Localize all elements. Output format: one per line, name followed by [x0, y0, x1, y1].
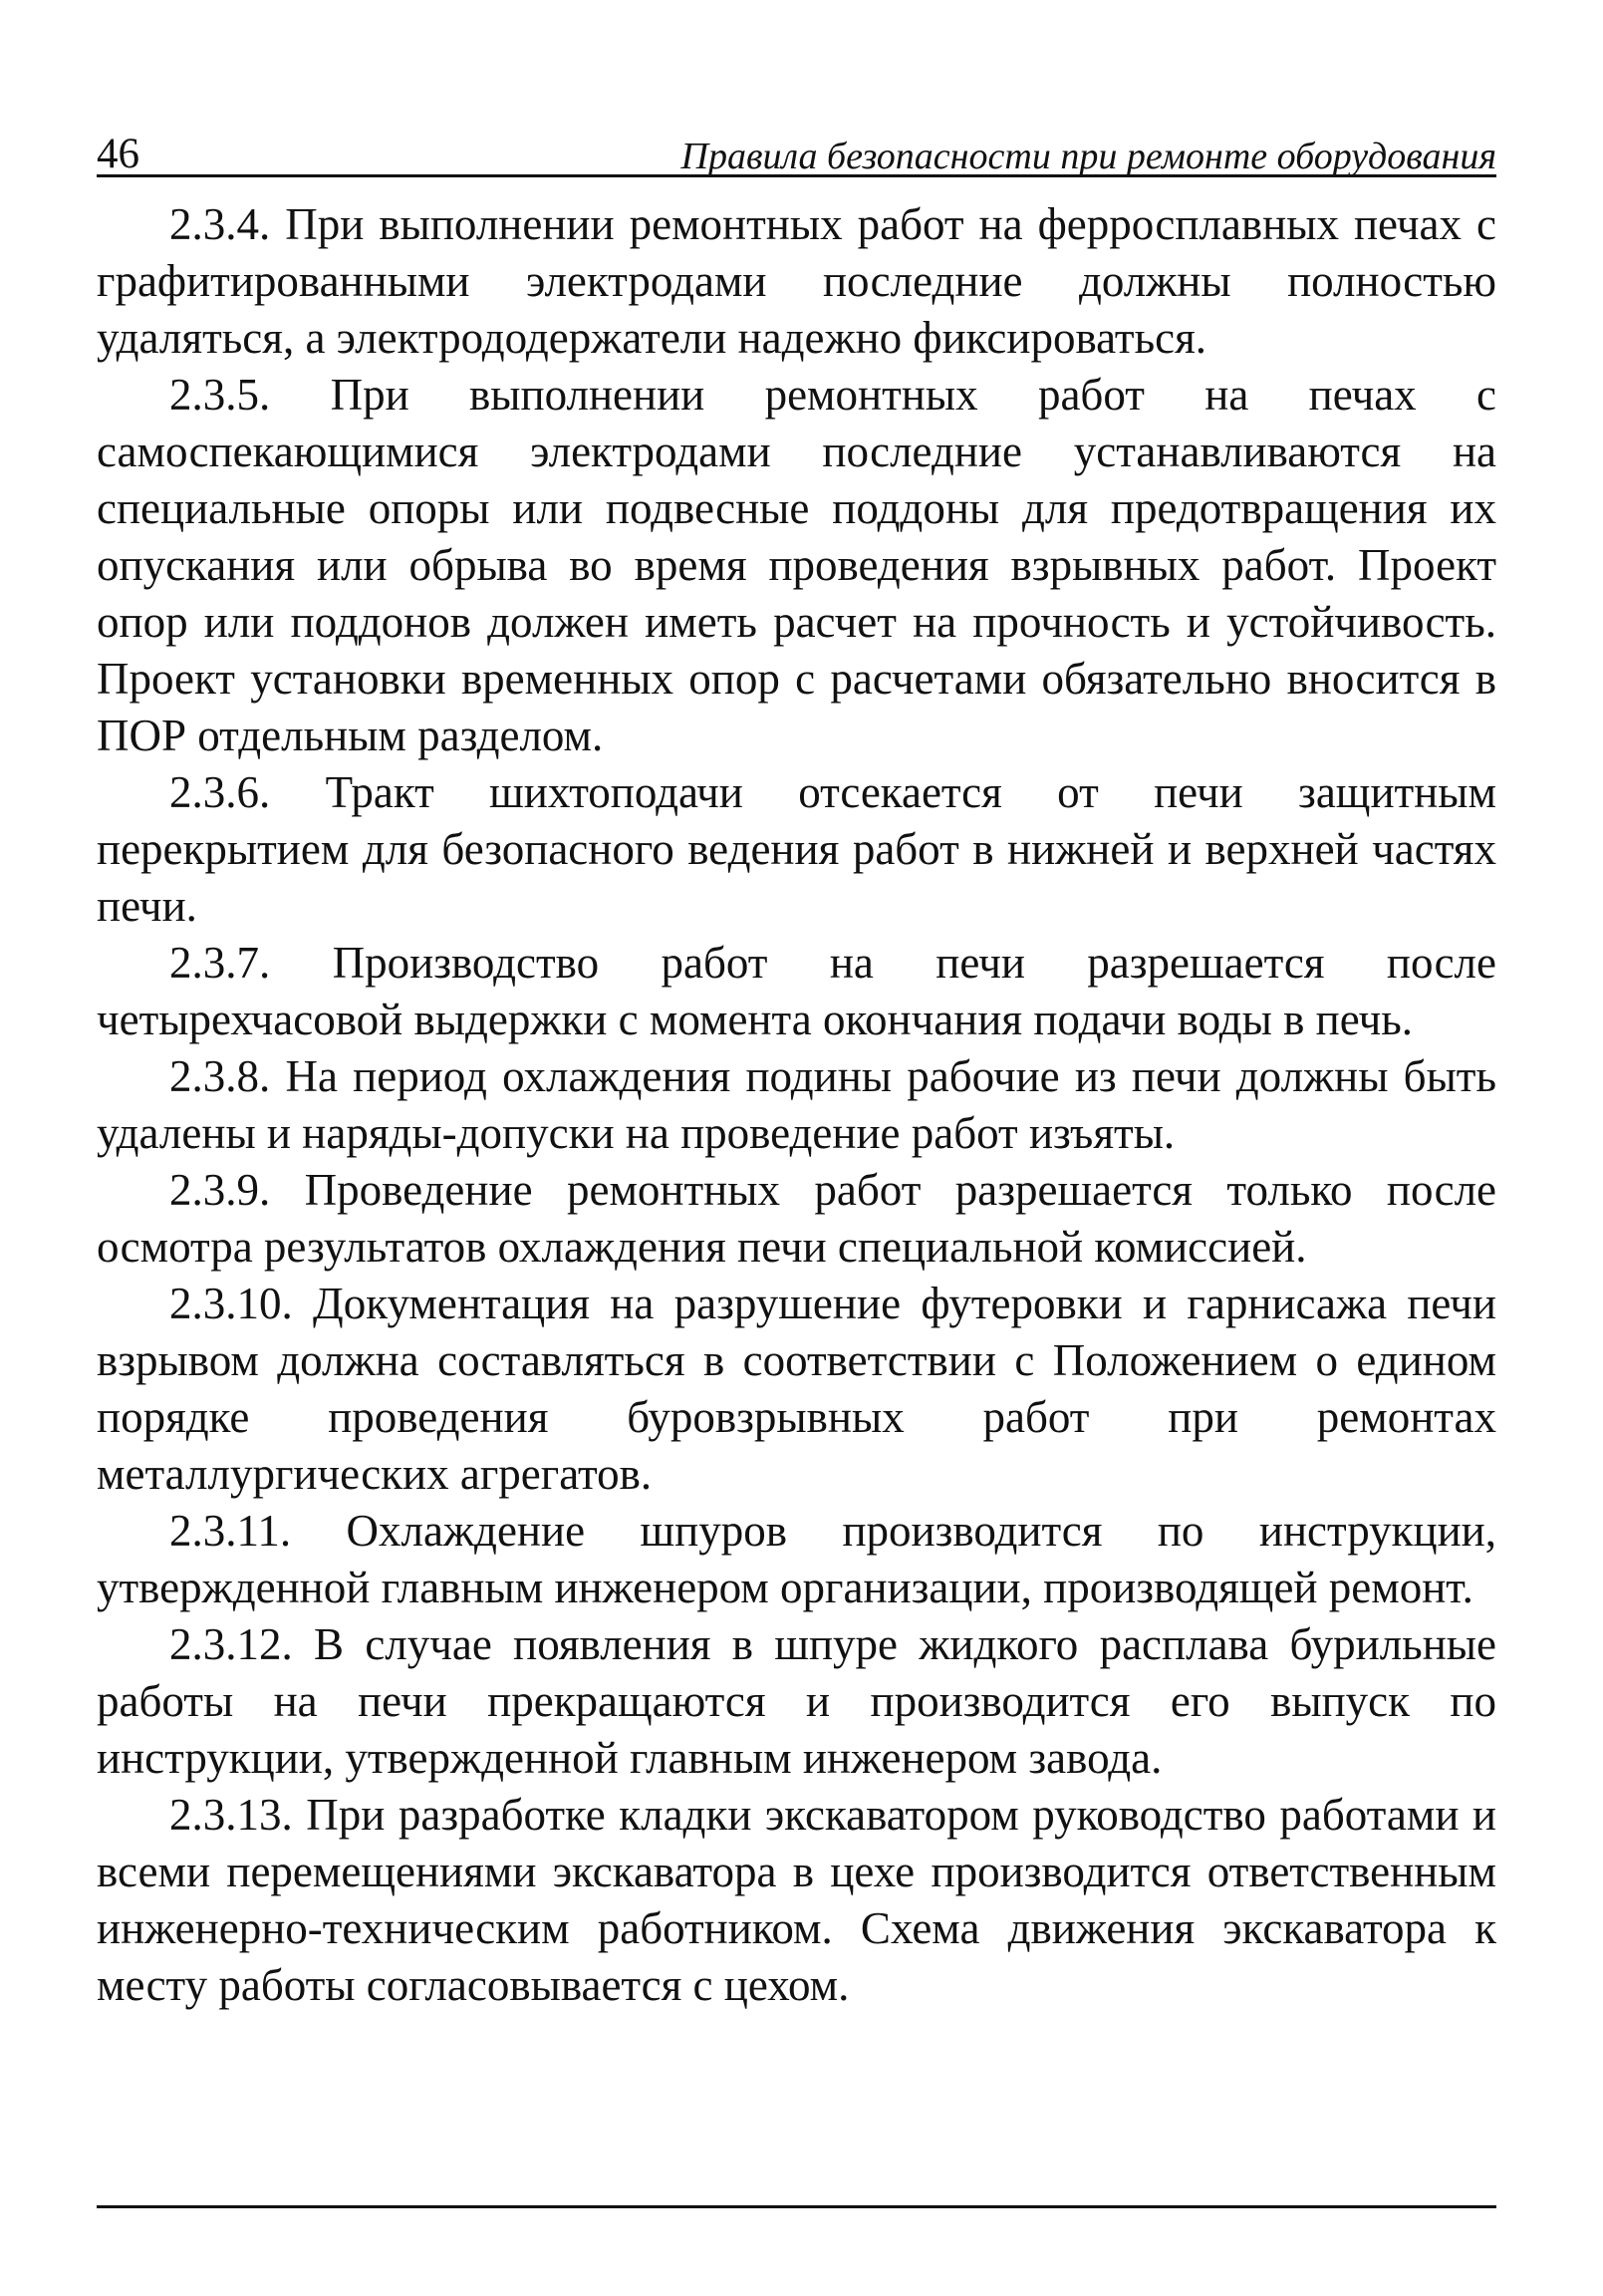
- running-title: Правила безопасности при ремонте оборудования: [680, 136, 1496, 177]
- paragraph-2-3-13: 2.3.13. При разработке кладки экскаватором руководство работами и всеми перемещениями экскаватора в цехе производится ответственным инженерно-техническим работником. Схема движения экскаватора к месту работы согласовывается с цехом.: [97, 1790, 1496, 2010]
- paragraph-2-3-12: 2.3.12. В случае появления в шпуре жидкого расплава бурильные работы на печи прекращаются и производится его выпуск по инструкции, утвержденной главным инженером завода.: [97, 1619, 1496, 1783]
- header-divider: [97, 174, 1496, 177]
- paragraph-2-3-8: 2.3.8. На период охлаждения подины рабочие из печи должны быть удалены и наряды-допуски на проведение работ изъяты.: [97, 1051, 1496, 1158]
- page-number: 46: [97, 131, 139, 177]
- paragraph-2-3-10: 2.3.10. Документация на разрушение футеровки и гарнисажа печи взрывом должна составляться в соответствии с Положением о едином порядке проведения буровзрывных работ при ремонтах металлургических агрегатов.: [97, 1279, 1496, 1499]
- paragraph-2-3-7: 2.3.7. Производство работ на печи разрешается после четырехчасовой выдержки с момента окончания подачи воды в печь.: [97, 938, 1496, 1044]
- footer-divider: [97, 2205, 1496, 2208]
- body-text: [97, 196, 1496, 2014]
- paragraph-2-3-9: 2.3.9. Проведение ремонтных работ разрешается только после осмотра результатов охлаждения печи специальной комиссией.: [97, 1165, 1496, 1272]
- paragraph-2-3-5: 2.3.5. При выполнении ремонтных работ на печах с самоспекающимися электродами последние устанавливаются на специальные опоры или подвесные поддоны для предотвращения их опускания или обрыва во время проведения взрывных работ. Проект опор или поддонов должен иметь расчет на прочность и устойчивость. Проект установки временных опор с расчетами обязательно вносится в ПОР отдельным разделом.: [97, 370, 1496, 760]
- paragraph-2-3-6: 2.3.6. Тракт шихтоподачи отсекается от печи защитным перекрытием для безопасного ведения работ в нижней и верхней частях печи.: [97, 767, 1496, 931]
- page-header: [97, 118, 1496, 175]
- paragraph-2-3-4: 2.3.4. При выполнении ремонтных работ на ферросплавных печах с графитированными электродами последние должны полностью удаляться, а электрододержатели надежно фиксироваться.: [97, 199, 1496, 363]
- paragraph-2-3-11: 2.3.11. Охлаждение шпуров производится по инструкции, утвержденной главным инженером организации, производящей ремонт.: [97, 1506, 1496, 1612]
